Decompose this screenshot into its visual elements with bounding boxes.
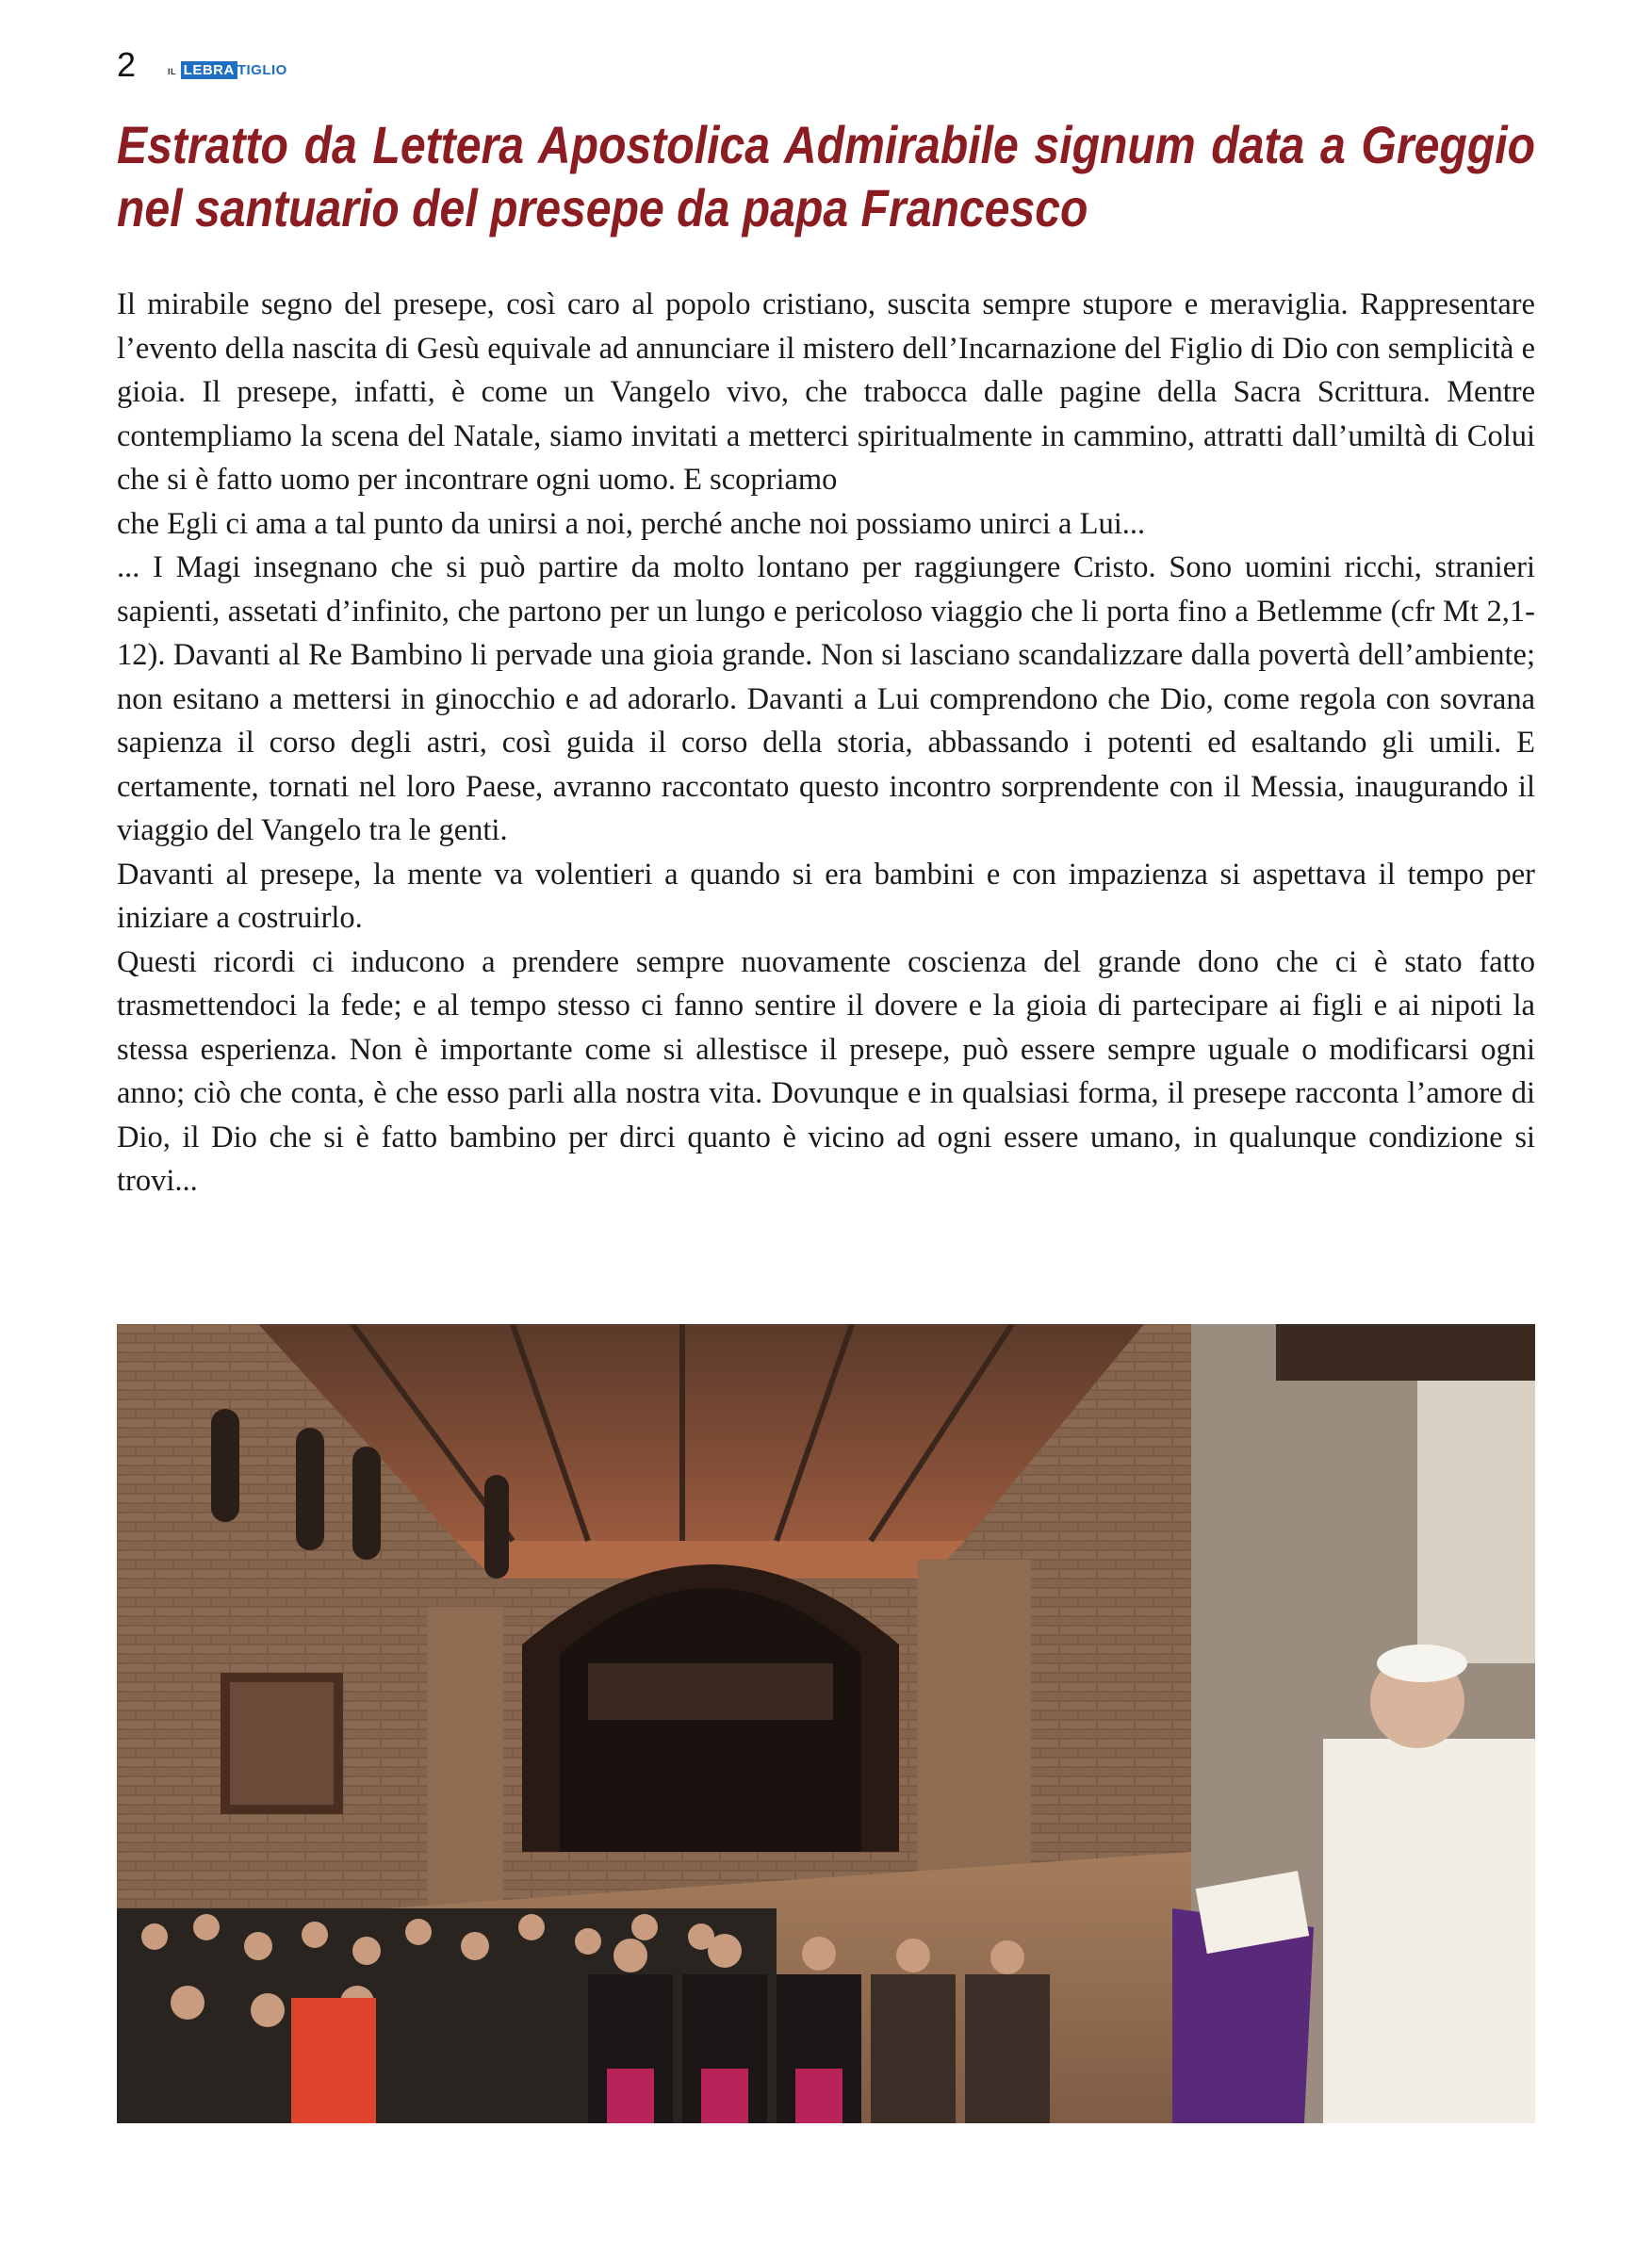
article-title: Estratto da Lettera Apostolica Admirabile signum data a Greggio nel santuario del presepe da papa Francesco: [117, 115, 1535, 237]
masthead-logo: IL LEBRA TIGLIO: [168, 62, 287, 78]
paragraph: Davanti al presepe, la mente va volentieri a quando si era bambini e con impazienza si aspettava il tempo per iniziare a costruirlo.: [117, 857, 1535, 935]
page-number: 2: [117, 45, 137, 84]
paragraph: Il mirabile segno del presepe, così caro al popolo cristiano, suscita sempre stupore e meraviglia. Rappresentare l’evento della nascita di Gesù equivale ad annunciare il mistero dell’Incarnazione del Figlio di Dio con semplicità e gioia. Il presepe, infatti, è come un Vangelo vivo, che trabocca dalle pagine della Sacra Scrittura. Mentre contempliamo la scena del Natale, siamo invitati a metterci spiritualmente in cammino, attratti dall’umiltà di Colui che si è fatto uomo per incontrare ogni uomo. E scopriamo: [117, 287, 1535, 497]
article-body: [117, 283, 1535, 1203]
paragraph: che Egli ci ama a tal punto da unirsi a noi, perché anche noi possiamo unirci a Lui...: [117, 506, 1146, 541]
paragraph: Questi ricordi ci inducono a prendere sempre nuovamente coscienza del grande dono che ci è stato fatto trasmettendoci la fede; e al tempo stesso ci fanno sentire il dovere e la gioia di partecipare ai figli e ai nipoti la stessa esperienza. Non è importante come si allestisce il presepe, può essere sempre uguale o modificarsi ogni anno; ciò che conta, è che esso parli alla nostra vita. Dovunque e in qualsiasi forma, il presepe racconta l’amore di Dio, il Dio che si è fatto bambino per dirci quanto è vicino ad ogni essere umano, in qualunque condizione si trovi...: [117, 944, 1535, 1198]
paragraph: ... I Magi insegnano che si può partire da molto lontano per raggiungere Cristo. Sono uomini ricchi, stranieri sapienti, assetati d’infinito, che partono per un lungo e pericoloso viaggio che li porta fino a Betlemme (cfr Mt 2,1-12). Davanti al Re Bambino li pervade una gioia grande. Non si lasciano scandalizzare dalla povertà dell’ambiente; non esitano a mettersi in ginocchio e ad adorarlo. Davanti a Lui comprendono che Dio, come regola con sovrana sapienza il corso degli astri, così guida il corso della storia, abbassando i potenti ed esaltando gli umili. E certamente, tornati nel loro Paese, avranno raccontato questo incontro sorprendente con il Messia, inaugurando il viaggio del Vangelo tra le genti.: [117, 550, 1535, 847]
sanctuary-photo: [117, 1324, 1535, 2123]
